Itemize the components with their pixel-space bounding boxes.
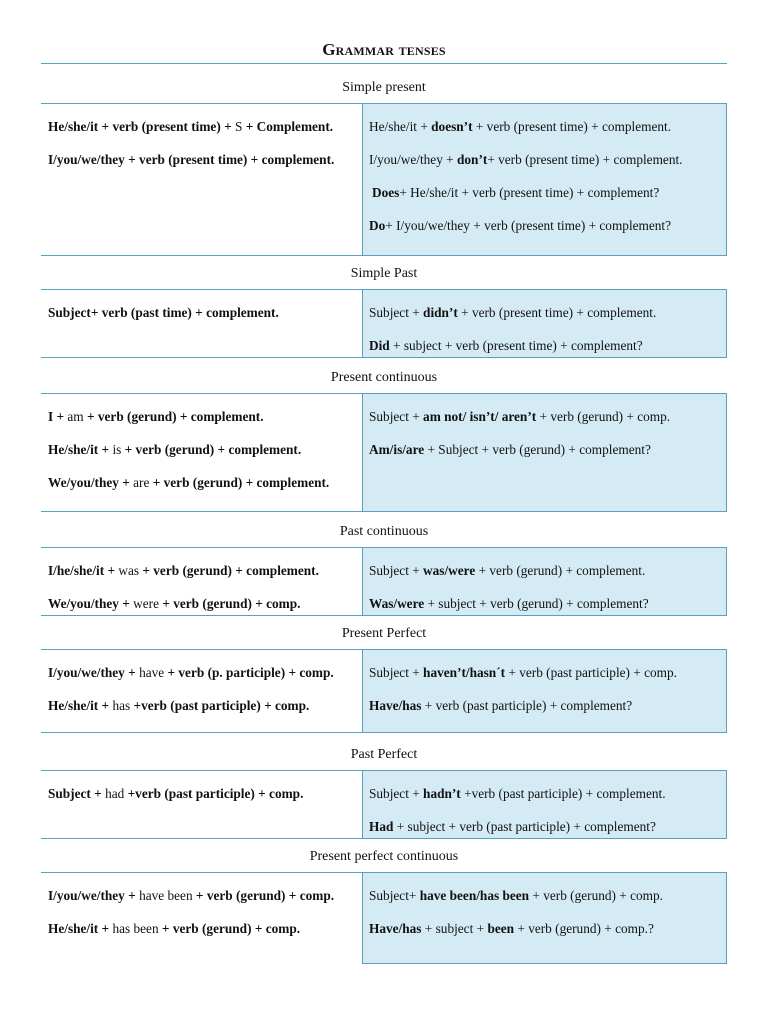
formula-text: I/you/we/they + verb (present time) + complement. bbox=[48, 152, 335, 167]
affirmative-line bbox=[48, 887, 356, 904]
question-line bbox=[369, 697, 720, 714]
question-line bbox=[369, 595, 720, 612]
formula-text: Subject + bbox=[369, 665, 424, 680]
formula-text: + verb (past participle) + complement? bbox=[421, 698, 633, 713]
formula-keyword: have been/has been bbox=[419, 888, 530, 903]
negative-line bbox=[369, 664, 720, 681]
formula-text: + subject + bbox=[421, 921, 488, 936]
formula-keyword: Does bbox=[372, 185, 400, 200]
affirmative-column bbox=[41, 650, 362, 733]
negative-line bbox=[369, 118, 720, 135]
affirmative-line bbox=[48, 697, 356, 714]
formula-text: +verb (past participle) + comp. bbox=[124, 786, 304, 801]
formula-keyword: Do bbox=[369, 218, 386, 233]
formula-text: + verb (gerund) + complement. bbox=[121, 442, 302, 457]
affirmative-line bbox=[48, 920, 356, 937]
formula-text: + verb (p. participle) + comp. bbox=[164, 665, 334, 680]
formula-keyword: was/were bbox=[423, 563, 476, 578]
section-body bbox=[41, 650, 727, 733]
formula-text: + verb (gerund) + comp.? bbox=[514, 921, 654, 936]
formula-keyword: Have/has bbox=[369, 698, 422, 713]
section-heading: Present perfect continuous bbox=[41, 842, 727, 873]
formula-keyword: am not/ isn’t/ aren’t bbox=[423, 409, 537, 424]
formula-keyword: are bbox=[133, 475, 150, 490]
formula-keyword: have been bbox=[139, 888, 193, 903]
negative-question-column bbox=[362, 548, 727, 616]
question-line bbox=[369, 337, 720, 354]
section-past-continuous bbox=[41, 517, 727, 616]
formula-text: + Subject + verb (gerund) + complement? bbox=[424, 442, 651, 457]
formula-text: He/she/it + bbox=[48, 442, 113, 457]
formula-text: Subject + bbox=[369, 409, 424, 424]
negative-line bbox=[369, 151, 720, 168]
section-present-continuous bbox=[41, 363, 727, 512]
affirmative-column bbox=[41, 873, 362, 964]
formula-text: + verb (present time) + complement. bbox=[472, 119, 672, 134]
affirmative-line bbox=[48, 562, 356, 579]
formula-text: Subject + bbox=[48, 786, 106, 801]
section-present-perfect bbox=[41, 619, 727, 733]
formula-text: Subject + bbox=[369, 563, 424, 578]
formula-text: I + bbox=[48, 409, 68, 424]
negative-question-column bbox=[362, 873, 727, 964]
formula-keyword: had bbox=[105, 786, 125, 801]
affirmative-line bbox=[48, 408, 356, 425]
affirmative-line bbox=[48, 304, 356, 321]
formula-text: Subject + bbox=[369, 305, 424, 320]
negative-question-column bbox=[362, 290, 727, 358]
title-divider bbox=[41, 63, 727, 64]
section-simple-past bbox=[41, 259, 727, 358]
formula-keyword: has been bbox=[112, 921, 159, 936]
negative-question-column bbox=[362, 650, 727, 733]
negative-question-column bbox=[362, 394, 727, 512]
question-line bbox=[369, 818, 720, 835]
formula-text: + verb (past participle) + comp. bbox=[505, 665, 677, 680]
formula-text: I/he/she/it + bbox=[48, 563, 119, 578]
affirmative-line bbox=[48, 441, 356, 458]
formula-keyword: S bbox=[235, 119, 243, 134]
negative-question-column bbox=[362, 771, 727, 839]
formula-text: + verb (gerund) + complement. bbox=[83, 409, 264, 424]
formula-keyword: has bbox=[112, 698, 131, 713]
formula-keyword: didn’t bbox=[423, 305, 458, 320]
formula-text: He/she/it + bbox=[369, 119, 432, 134]
affirmative-line bbox=[48, 664, 356, 681]
formula-text: Subject+ bbox=[369, 888, 420, 903]
formula-text: + verb (gerund) + complement. bbox=[475, 563, 646, 578]
formula-keyword: doesn’t bbox=[431, 119, 473, 134]
formula-keyword: hadn’t bbox=[423, 786, 461, 801]
section-body bbox=[41, 394, 727, 512]
formula-text: + Complement. bbox=[242, 119, 334, 134]
affirmative-line bbox=[48, 595, 356, 612]
affirmative-line bbox=[48, 785, 356, 802]
question-line bbox=[369, 920, 720, 937]
formula-text: + verb (gerund) + comp. bbox=[158, 921, 301, 936]
negative-question-column bbox=[362, 104, 727, 256]
formula-keyword: have bbox=[139, 665, 165, 680]
formula-text: I/you/we/they + bbox=[48, 665, 140, 680]
formula-text: + verb (gerund) + complement. bbox=[139, 563, 319, 578]
section-body bbox=[41, 771, 727, 839]
formula-text: + subject + verb (past participle) + complement? bbox=[393, 819, 656, 834]
formula-text: + verb (gerund) + comp. bbox=[159, 596, 301, 611]
formula-text: + subject + verb (gerund) + complement? bbox=[424, 596, 649, 611]
affirmative-line bbox=[48, 474, 356, 491]
formula-text: + He/she/it + verb (present time) + complement? bbox=[399, 185, 660, 200]
formula-keyword: been bbox=[487, 921, 515, 936]
section-body bbox=[41, 104, 727, 256]
formula-text: + verb (gerund) + comp. bbox=[536, 409, 671, 424]
formula-keyword: Am/is/are bbox=[369, 442, 425, 457]
formula-keyword: was bbox=[118, 563, 140, 578]
section-body bbox=[41, 548, 727, 616]
formula-text: + verb (present time) + complement. bbox=[457, 305, 657, 320]
section-heading: Simple Past bbox=[41, 259, 727, 290]
formula-text: I/you/we/they + bbox=[369, 152, 458, 167]
formula-text: + verb (present time) + complement. bbox=[487, 152, 683, 167]
formula-text: + verb (gerund) + complement. bbox=[149, 475, 330, 490]
formula-text: + subject + verb (present time) + complement? bbox=[389, 338, 643, 353]
section-heading: Past Perfect bbox=[41, 740, 727, 771]
affirmative-line bbox=[48, 118, 356, 135]
formula-text: + I/you/we/they + verb (present time) + complement? bbox=[385, 218, 672, 233]
negative-line bbox=[369, 887, 720, 904]
formula-keyword: Had bbox=[369, 819, 394, 834]
section-body bbox=[41, 873, 727, 964]
affirmative-column bbox=[41, 548, 362, 616]
section-heading: Present continuous bbox=[41, 363, 727, 394]
section-simple-present bbox=[41, 73, 727, 256]
section-body bbox=[41, 290, 727, 358]
formula-text: He/she/it + bbox=[48, 698, 113, 713]
section-past-perfect bbox=[41, 740, 727, 839]
formula-text: We/you/they + bbox=[48, 596, 134, 611]
formula-keyword: Did bbox=[369, 338, 390, 353]
formula-text: We/you/they + bbox=[48, 475, 134, 490]
formula-text: Subject + bbox=[369, 786, 424, 801]
formula-keyword: am bbox=[67, 409, 84, 424]
formula-keyword: don’t bbox=[457, 152, 488, 167]
section-heading: Present Perfect bbox=[41, 619, 727, 650]
section-present-perfect-continuous bbox=[41, 842, 727, 964]
formula-keyword: is bbox=[112, 442, 122, 457]
question-line bbox=[369, 217, 720, 234]
formula-keyword: haven’t/hasn´t bbox=[423, 665, 506, 680]
affirmative-line bbox=[48, 151, 356, 168]
formula-text: +verb (past participle) + complement. bbox=[460, 786, 666, 801]
formula-keyword: Was/were bbox=[369, 596, 425, 611]
section-heading: Past continuous bbox=[41, 517, 727, 548]
question-line bbox=[369, 441, 720, 458]
formula-text: I/you/we/they + bbox=[48, 888, 140, 903]
negative-line bbox=[369, 785, 720, 802]
formula-text: + verb (gerund) + comp. bbox=[192, 888, 335, 903]
section-heading: Simple present bbox=[41, 73, 727, 104]
affirmative-column bbox=[41, 104, 362, 256]
negative-line bbox=[369, 304, 720, 321]
affirmative-column bbox=[41, 290, 362, 358]
negative-line bbox=[369, 562, 720, 579]
question-line bbox=[369, 184, 720, 201]
formula-text: Subject+ verb (past time) + complement. bbox=[48, 305, 279, 320]
formula-keyword: were bbox=[133, 596, 159, 611]
affirmative-column bbox=[41, 394, 362, 512]
formula-text: + verb (gerund) + comp. bbox=[529, 888, 663, 903]
formula-text: He/she/it + bbox=[48, 921, 113, 936]
affirmative-column bbox=[41, 771, 362, 839]
page-title: Grammar tenses bbox=[322, 40, 446, 59]
formula-text: +verb (past participle) + comp. bbox=[130, 698, 310, 713]
formula-keyword: Have/has bbox=[369, 921, 422, 936]
formula-text: He/she/it + verb (present time) + bbox=[48, 119, 235, 134]
negative-line bbox=[369, 408, 720, 425]
